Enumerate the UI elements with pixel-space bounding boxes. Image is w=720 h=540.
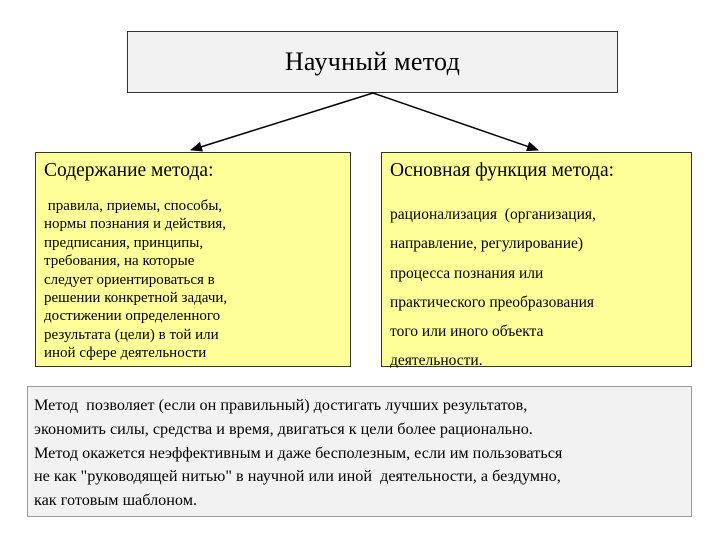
method-content-header: Содержание метода: <box>44 160 214 181</box>
text-line: практического преобразования <box>390 293 595 311</box>
text-line: результата (цели) в той или <box>44 326 219 343</box>
text-line: следует ориентироваться в <box>44 271 215 288</box>
text-line: процесса познания или <box>390 264 544 282</box>
summary-line: Метод окажется неэффективным и даже бесполезным, если им пользоваться <box>34 443 563 462</box>
summary-line: Метод позволяет (если он правильный) достигать лучших результатов, <box>34 396 528 414</box>
text-line: достижении определенного <box>44 308 221 325</box>
connector-arrows <box>0 0 720 160</box>
text-line: решении конкретной задачи, <box>44 290 228 307</box>
method-function-header: Основная функция метода: <box>390 160 615 181</box>
text-line: направление, регулирование) <box>390 235 584 253</box>
text-line: правила, приемы, способы, <box>44 198 223 214</box>
text-line: требования, на которые <box>44 253 195 270</box>
summary-box <box>27 386 692 517</box>
summary-line: как готовым шаблоном. <box>34 491 197 510</box>
text-line: деятельности. <box>390 352 483 370</box>
summary-line: экономить силы, средства и время, двигаться к цели более рационально. <box>34 419 533 438</box>
method-function-text <box>390 200 690 376</box>
summary-line: не как "руководящей нитью" в научной или иной деятельности, а бездумно, <box>34 467 561 486</box>
arrow-to-content-box <box>191 93 373 150</box>
method-content-box <box>35 152 351 367</box>
method-function-box <box>381 152 692 370</box>
method-content-text <box>44 197 344 363</box>
text-line: предписания, принципы, <box>44 234 204 251</box>
text-line: иной сфере деятельности <box>44 345 207 362</box>
text-line: нормы познания и действия, <box>44 216 227 233</box>
text-line: рационализация (организация, <box>390 206 596 223</box>
text-line: того или иного объекта <box>390 323 544 341</box>
diagram-title: Научный метод <box>284 47 461 76</box>
arrow-to-function-box <box>373 93 538 150</box>
